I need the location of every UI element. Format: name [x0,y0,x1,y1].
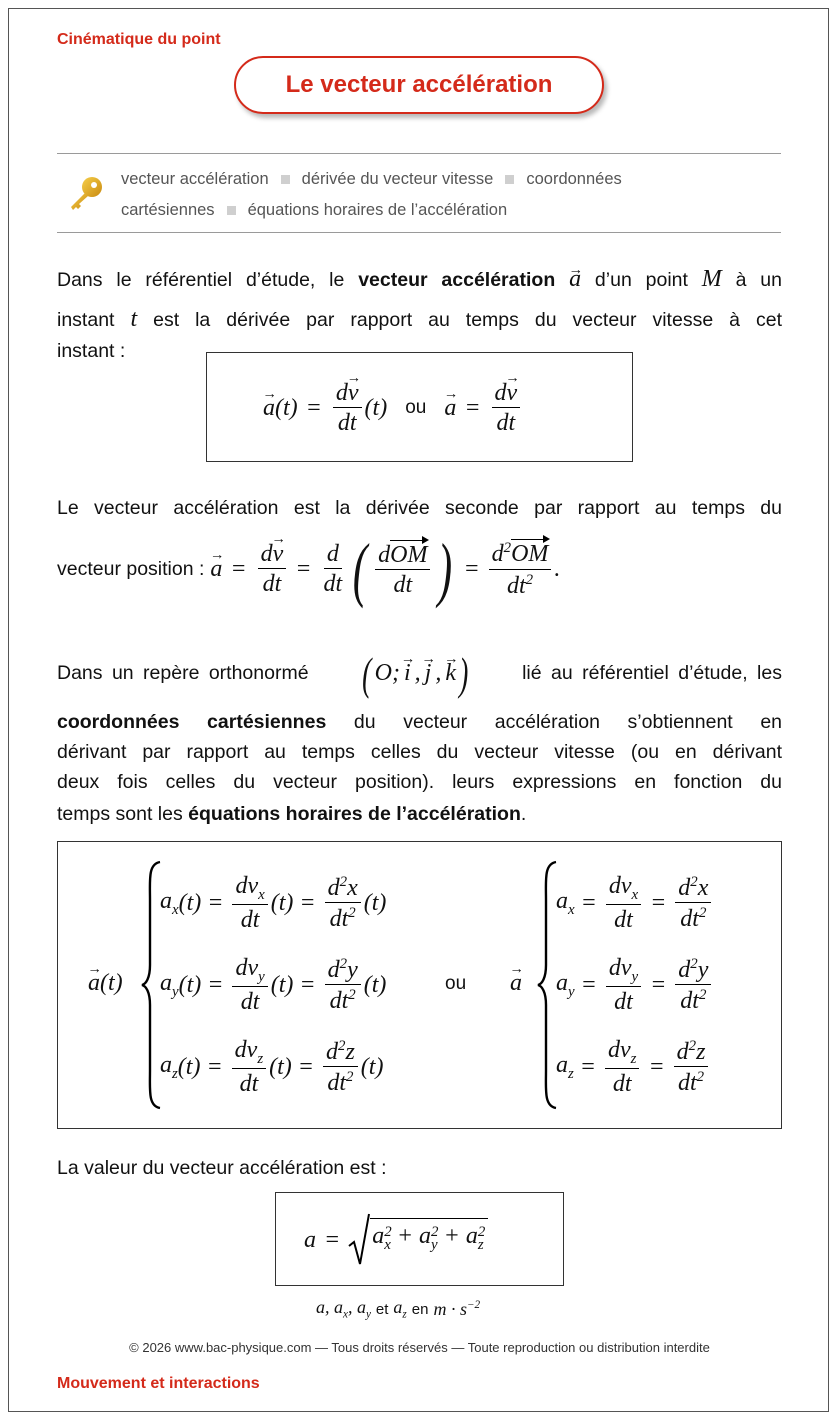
math-frame: ( O; → i , → j , → k ) [359,647,471,700]
keyword-part: cartésiennes [121,201,215,219]
formula-second-derivative: vecteur position : → a = $\frac{d\to v}{dt}$ = $\frac{d}{dt}$ ( $\frac{\text{dOM}}{dt}$ ) = $\frac{d^2OM}{dt^2}$ . [57,528,560,610]
formula-box-coordinates: → a(t) $a_x$ ( t ) = $\frac{dv_x}{dt}$ ( t ) = $\frac{d^2x}{dt^2}$ ( t ) $a_y$ ( t ) = $\frac{dv_y}{dt}$ ( t ) = $\frac{d^2y}{dt^2}$ ( t ) $a_z$ ( t ) = $\frac{dv_z}{dt}$ ( t ) = $\frac{d^2z}{dt^2}$ ( t ) ou → a $a_x$ = $\frac{dv_x}{dt}$ = $\frac{d^2x}{dt^2}$ $a_y$ = $\frac{dv_y}{dt}$ = $\frac{d^2y}{dt^2}$ $a_z$ = $\frac{dv_z}{dt}$ = $\frac{d^2z}{dt^2}$ [57,841,782,1129]
paragraph: dérivant par rapport au temps celles du vecteur vitesse (ou en dérivant [57,741,782,763]
paragraph: instant : [57,340,126,362]
bullet-square [281,175,290,184]
paragraph: instant t est la dérivée par rapport au temps du vecteur vitesse à cet [57,306,782,332]
paragraph: deux fois celles du vecteur position). leurs expressions en fonction du [57,771,782,793]
key-icon [65,174,107,221]
paragraph: Dans un repère orthonormé ( O; → i , → j , → k ) lié au référentiel d’étude, les [57,648,782,698]
formula-box-norm: a = $a_{2x} + a_{2y} + a_{2z}$ [275,1192,564,1286]
chapter-title: Mouvement et interactions [57,1375,260,1392]
keyword-part: coordonnées [526,170,622,188]
right-brace [536,860,558,1110]
keyword: équations horaires de l’accélération [247,201,508,219]
paragraph: Le vecteur accélération est la dérivée seconde par rapport au temps du [57,497,782,519]
keyword: dérivée du vecteur vitesse [301,170,494,188]
paragraph: temps sont les équations horaires de l’accélération. [57,803,527,825]
sqrt-sign [348,1212,370,1268]
copyright-notice: © 2026 www.bac-physique.com — Tous droits réservés — Toute reproduction ou distribution interdite [129,1340,710,1355]
formula-box-definition: → a ( t ) = $\frac{d\to v}{dt}$ ( t ) ou → a = $\frac{d\to v}{dt}$ [206,352,633,462]
paragraph: La valeur du vecteur accélération est : [57,1157,387,1179]
units-line: a, $a_x$, $a_y$ et $a_z$ en $m \cdot s^{-2}$ [316,1297,481,1321]
bullet-square [505,175,514,184]
keywords-box [57,153,781,233]
left-brace [140,860,162,1110]
page-title: Le vecteur accélération [234,56,604,114]
paragraph: coordonnées cartésiennes du vecteur accélération s’obtiennent en [57,711,783,733]
math-a-vector: → a [569,264,581,294]
keyword: vecteur accélération [121,170,269,188]
paragraph: Dans le référentiel d’étude, le vecteur accélération → a d’un point M à un [57,264,782,295]
bullet-square [227,206,236,215]
section-title: Cinématique du point [57,31,221,48]
